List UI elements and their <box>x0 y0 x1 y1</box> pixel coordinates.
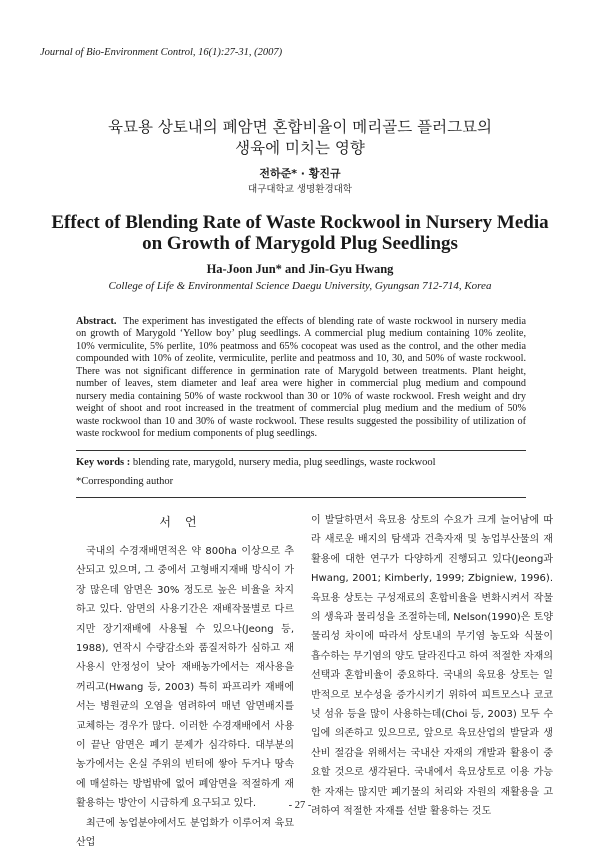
right-paragraph-1: 이 발달하면서 육묘용 상토의 수요가 크게 늘어남에 따라 새로운 배지의 탐색과 건축자재 및 농업부산물의 재활용에 대한 연구가 다양하게 진행되고 있다(Jeong과 Hwang, 2001; Kimberly, 1999; Zbigniew, 1996). 육묘용 상토는 구성재료의 혼합비율을 변화시켜서 작물의 생육과 물리성을 조절하는데, Nelson(1990)은 토양 물리성 차이에 따라서 상토내의 무기염 농도와 식물이 흡수하는 무기염의 양도 달라진다고 하여 적절한 자재의 선택과 혼합비율이 중요하다. 국내의 육묘용 상토는 일반적으로 보수성을 증가시키기 위하여 피트모스나 코코넛 섬유 등을 많이 사용하는데(Choi 등, 2003) 모두 수입에 의존하고 있으므로, 앞으로 육묘산업의 발달과 생산비 절감을 위해서는 국내산 자재의 개발과 활용이 중요할 것으로 생각된다. 국내에서 육묘상토로 이용 가능한 자재는 많지만 폐기물의 처리와 자원의 재활용을 고려하여 적절한 자재를 선발 활용하는 것도 <box>311 515 553 818</box>
abstract-label: Abstract. <box>76 316 117 327</box>
korean-authors: 전하준* · 황진규 <box>259 167 341 180</box>
english-affiliation: College of Life & Environmental Science Daegu University, Gyungsan 712-714, Korea <box>108 280 492 292</box>
section-title: 서언 <box>159 515 211 529</box>
keywords <box>76 457 436 468</box>
divider-top <box>76 450 526 451</box>
keywords-text: blending rate, marygold, nursery media, plug seedlings, waste rockwool <box>132 457 436 468</box>
divider-bottom <box>76 497 526 498</box>
korean-affiliation: 대구대학교 생명환경대학 <box>248 184 352 195</box>
abstract-text: The experiment has investigated the effects of blending rate of waste rockwool in nursery media on growth of Marygold ‘Yellow boy’ plug seedlings. A commercial plug medium containing 10% zeolite, 10% vermiculite, 5% perlite, 10% peatmoss and 65% cocopeat was used as the control, and the other media compounded with 10% of zeolite, vermiculite, perlite and peatmoss and 10, 30, and 50% of waste rockwool. There was not significant difference in germination rate of Marygold between treatments. Plant height, number of leaves, stem diameter and leaf area were higher in commercial plug medium and compound nursery media containing 50% of waste rockwool than 30 or 10% of waste rockwool. Fresh weight and dry weight of shoot and root increased in the treatment of commercial plug medium and the medium of 50% waste rockwool than 10 and 30% of waste rockwool. These results suggested the possibility of utilization of waste rockwool for medium components of plug seedlings. <box>76 316 526 440</box>
journal-citation: Journal of Bio-Environment Control, 16(1):27-31, (2007) <box>40 47 283 58</box>
korean-title-line2: 생육에 미치는 영향 <box>235 139 365 157</box>
korean-title-line1: 육묘용 상토내의 폐암면 혼합비율이 메리골드 플러그묘의 <box>108 118 492 136</box>
english-title-line1: Effect of Blending Rate of Waste Rockwool in Nursery Media <box>51 212 549 233</box>
page-number: - 27 - <box>288 800 312 811</box>
left-paragraph-1: 국내의 수경재배면적은 약 800ha 이상으로 추산되고 있으며, 그 중에서 고형배지재배 방식이 가장 많은데 암면은 30% 정도로 높은 비율을 차지하고 있다. 암면의 사용기간은 재배작물별로 다르지만 장기재배에 사용될 수 있으나(Jeong 등, 1988), 연작시 수량감소와 품질저하가 심하고 재사용시 안정성이 낮아 재배농가에서는 재사용을 꺼리고(Hwang 등, 2003) 특히 파프리카 재배에서는 병원균의 오염을 염려하여 매년 암면배지를 교체하는 경우가 많다. 이러한 수경재배에서 사용이 끝난 암면은 폐기 문제가 심각하다. 대부분의 농가에서는 온실 주위의 빈터에 쌓아 두거나 땅속에 매설하는 방법밖에 없어 폐암면을 적절하게 재활용하는 방안이 시급하게 요구되고 있다. <box>76 546 294 810</box>
right-column <box>311 511 553 822</box>
corresponding-author-note: *Corresponding author <box>76 476 174 487</box>
abstract <box>76 316 526 441</box>
english-authors: Ha-Joon Jun* and Jin-Gyu Hwang <box>206 262 394 276</box>
left-paragraph-2: 최근에 농업분야에서도 분업화가 이루어져 육묘산업 <box>76 817 294 849</box>
keywords-label: Key words : <box>76 457 131 468</box>
english-title-line2: on Growth of Marygold Plug Seedlings <box>142 233 458 254</box>
